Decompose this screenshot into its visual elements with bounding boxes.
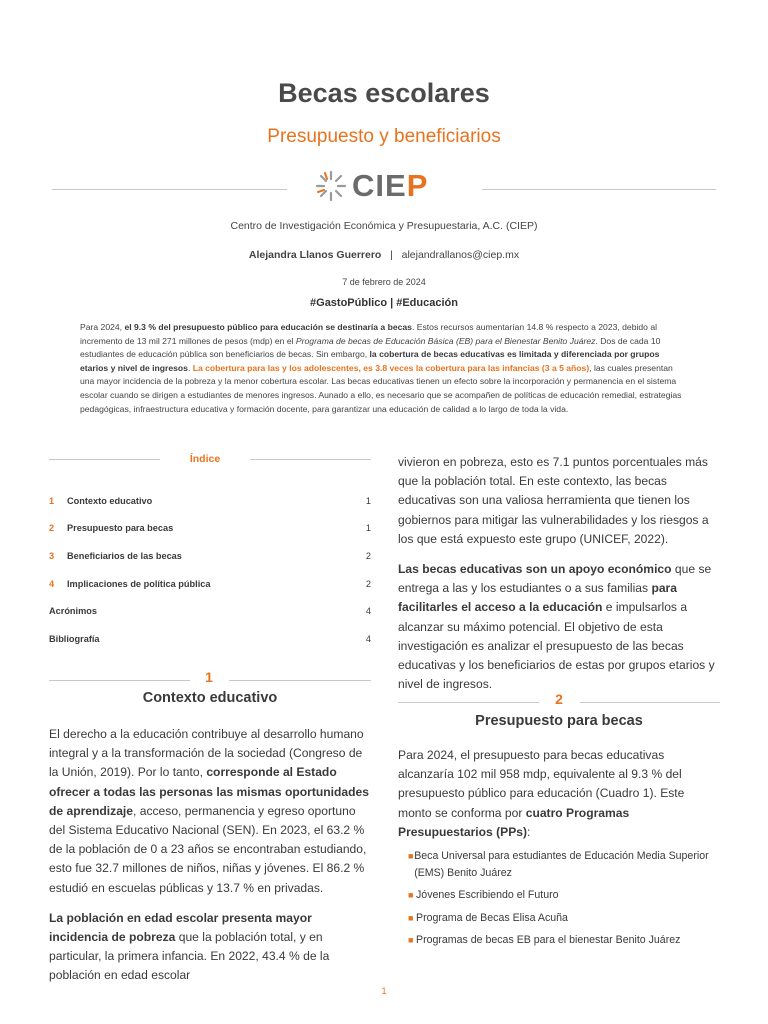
index-item-implicaciones[interactable]: 4 Implicaciones de política pública 2	[49, 578, 371, 589]
index-item-acronimos[interactable]: Acrónimos 4	[49, 606, 371, 617]
index-title: Índice	[189, 453, 221, 465]
bullet-icon: ■	[408, 851, 414, 862]
abstract: Para 2024, el 9.3 % del presupuesto público para educación se destinaría a becas. Estos recursos aumentarían 14.8 % respecto a 2023, debido al incremento de 13 mil 271 millones de pesos (mdp) en el Programa de becas de Educación Básica (EB) para el Bienestar Benito Juárez. Dos de cada 10 estudiantes de educación pública son beneficiarios de becas. Sin embargo, la cobertura de becas educativas es limitada y diferenciada por grupos etarios y nivel de ingresos. La cobertura para las y los adolescentes, es 3.8 veces la cobertura para las infancias (3 a 5 años), las cuales presentan una mayor incidencia de la pobreza y la menor cobertura escolar. Las becas educativas tienen un efecto sobre la incorporación y permanencia en el sistema escolar cuando se dirigen a estudiantes de menores ingresos. Aunado a ello, es necesario que se acompañen de políticas de educación remedial, estrategias pedagógicas, infraestructura educativa y formación docente, para garantizar una educación de calidad a lo largo de toda la vida.	[80, 322, 682, 414]
ciep-logo	[314, 168, 454, 204]
bullet-icon: ■	[408, 890, 414, 901]
hashtags: #GastoPúblico | #Educación	[310, 297, 458, 309]
list-item: ■ Beca Universal para estudiantes de Educación Media Superior (EMS) Benito Juárez	[398, 848, 720, 881]
index-item-presupuesto[interactable]: 2 Presupuesto para becas 1	[49, 523, 371, 534]
right-paragraph: Las becas educativas son un apoyo económico que se entrega a las y los estudiantes o a sus familias para facilitarles el acceso a la educación e impulsarlos a alcanzar su máximo potencial. El objetivo de esta investigación es analizar el presupuesto de las becas educativas y los beneficiarios de estas por grupos etarios y nivel de ingresos.	[398, 562, 715, 692]
section2-paragraph: Para 2024, el presupuesto para becas educativas alcanzaría 102 mil 958 mdp, equivalente al 9.3 % del presupuesto público para educación (Cuadro 1). Este monto se conforma por cuatro Programas Presupuestarios (PPs):	[398, 748, 685, 839]
bullet-icon: ■	[408, 912, 414, 923]
organization-name: Centro de Investigación Económica y Presupuestaria, A.C. (CIEP)	[230, 220, 538, 232]
programs-list	[398, 848, 720, 949]
header-rule-right	[482, 189, 716, 190]
list-item: ■ Programas de becas EB para el bienestar Benito Juárez	[398, 932, 720, 949]
author-separator: |	[390, 249, 393, 261]
header-rule-left	[52, 189, 287, 190]
section1-rule-left	[49, 680, 190, 681]
page-number: 1	[381, 986, 387, 997]
section1-body	[49, 725, 371, 997]
index-rule-left	[49, 459, 160, 460]
sunburst-icon	[314, 169, 348, 203]
document-subtitle: Presupuesto y beneficiarios	[267, 126, 501, 147]
section2-rule-left	[398, 702, 539, 703]
section1-paragraph: La población en edad escolar presenta mayor incidencia de pobreza que la población total, y en particular, la primera infancia. En 2022, 43.4 % de la población en edad escolar	[49, 910, 330, 983]
author-name: Alejandra Llanos Guerrero	[248, 249, 382, 261]
bullet-icon: ■	[408, 935, 414, 946]
logo-wordmark: CIEP	[352, 168, 429, 203]
table-of-contents	[49, 487, 371, 653]
section2-rule-right	[580, 702, 720, 703]
author-email[interactable]: alejandrallanos@ciep.mx	[401, 249, 520, 261]
list-item: ■ Jóvenes Escribiendo el Futuro	[398, 887, 720, 904]
section1-rule-right	[229, 680, 371, 681]
right-paragraph: vivieron en pobreza, esto es 7.1 puntos porcentuales más que la población total. En este contexto, las becas educativas son una valiosa herramienta que tienen los gobiernos para mitigar las vulnerabilidades y los riesgos a los que está expuesto este grupo (UNICEF, 2022).	[398, 455, 709, 546]
right-column-body	[398, 453, 720, 705]
section1-number: 1	[205, 669, 213, 685]
index-item-contexto[interactable]: 1 Contexto educativo 1	[49, 495, 371, 506]
document-title: Becas escolares	[278, 78, 490, 108]
section2-title: Presupuesto para becas	[475, 713, 643, 729]
author-line	[0, 249, 768, 261]
list-item: ■ Programa de Becas Elisa Acuña	[398, 910, 720, 927]
section1-paragraph: El derecho a la educación contribuye al desarrollo humano integral y a la transformación de la sociedad (Congreso de la Unión, 2019). Por lo tanto, corresponde al Estado ofrecer a todas las personas las mismas oportunidades de aprendizaje, acceso, permanencia y egreso oportuno del Sistema Educativo Nacional (SEN). En 2023, el 63.2 % de la población de 0 a 23 años se encontraban estudiando, esto fue 32.7 millones de niños, niñas y jóvenes. El 86.2 % estudió en escuelas públicas y 13.7 % en privadas.	[49, 727, 369, 895]
section2-body	[398, 746, 720, 955]
index-rule-right	[250, 459, 371, 460]
index-item-bibliografia[interactable]: Bibliografía 4	[49, 633, 371, 644]
section2-number: 2	[555, 691, 563, 707]
section1-title: Contexto educativo	[142, 690, 278, 706]
publication-date: 7 de febrero de 2024	[342, 277, 426, 287]
index-item-beneficiarios[interactable]: 3 Beneficiarios de las becas 2	[49, 550, 371, 561]
